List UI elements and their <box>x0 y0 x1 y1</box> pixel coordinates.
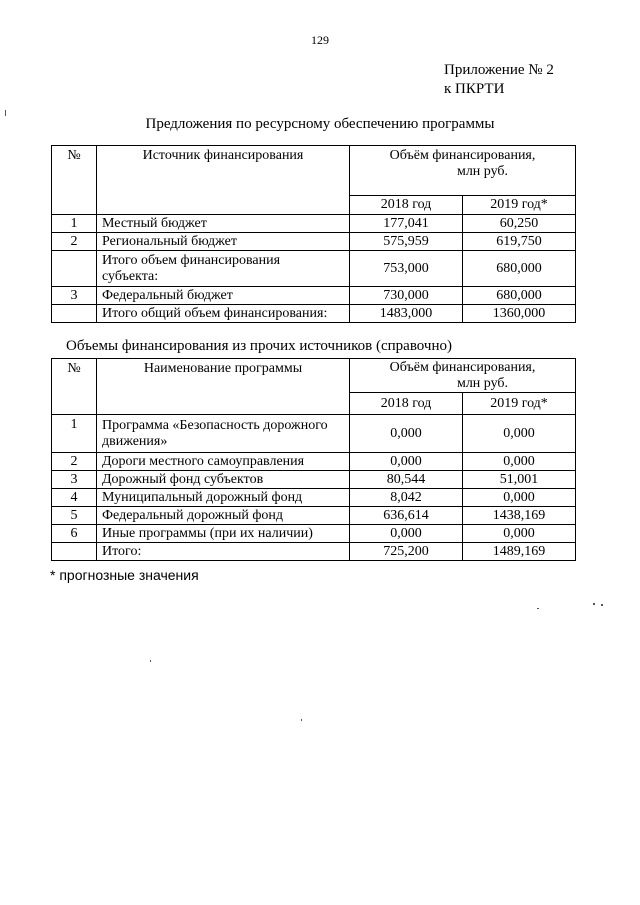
row-2019: 1360,000 <box>463 305 576 323</box>
other-sources-table <box>51 358 576 561</box>
row-name-line-2: движения» <box>102 433 168 449</box>
scan-speck <box>537 608 539 609</box>
scan-speck <box>593 603 595 605</box>
row-2018: 8,042 <box>350 489 463 507</box>
row-num <box>52 543 97 561</box>
table-row <box>52 215 576 233</box>
appendix-label <box>444 61 554 99</box>
header-volume <box>350 359 576 393</box>
row-2018: 725,200 <box>350 543 463 561</box>
header-source: Источник финансирования <box>97 146 350 215</box>
row-2018: 753,000 <box>350 251 463 287</box>
row-2019: 1489,169 <box>463 543 576 561</box>
header-2018: 2018 год <box>350 196 463 215</box>
row-num: 4 <box>52 489 97 507</box>
row-num: 2 <box>52 233 97 251</box>
row-num: 1 <box>52 215 97 233</box>
table-row <box>52 453 576 471</box>
table-row-total <box>52 305 576 323</box>
table-row <box>52 233 576 251</box>
table-header-row <box>52 359 576 393</box>
row-2019: 0,000 <box>463 489 576 507</box>
row-2018: 80,544 <box>350 471 463 489</box>
table-row <box>52 489 576 507</box>
row-name: Федеральный дорожный фонд <box>97 507 350 525</box>
row-name: Дороги местного самоуправления <box>97 453 350 471</box>
footnote: * прогнозные значения <box>50 567 199 583</box>
resource-table <box>51 145 576 323</box>
row-2019: 51,001 <box>463 471 576 489</box>
row-2018: 730,000 <box>350 287 463 305</box>
row-2019: 680,000 <box>463 251 576 287</box>
row-name: Региональный бюджет <box>97 233 350 251</box>
row-2019: 619,750 <box>463 233 576 251</box>
row-name: Дорожный фонд субъектов <box>97 471 350 489</box>
row-num: 5 <box>52 507 97 525</box>
row-2018: 0,000 <box>350 415 463 453</box>
row-name-line-1: Программа «Безопасность дорожного <box>102 417 328 433</box>
row-2018: 636,614 <box>350 507 463 525</box>
header-program: Наименование программы <box>97 359 350 415</box>
row-num: 2 <box>52 453 97 471</box>
header-2019: 2019 год* <box>463 196 576 215</box>
appendix-line-1: Приложение № 2 <box>444 62 554 78</box>
table-row <box>52 287 576 305</box>
row-name <box>97 251 350 287</box>
scan-speck <box>601 604 603 606</box>
table-row <box>52 507 576 525</box>
row-name: Муниципальный дорожный фонд <box>97 489 350 507</box>
header-2018: 2018 год <box>350 393 463 415</box>
row-2019: 1438,169 <box>463 507 576 525</box>
header-2019: 2019 год* <box>463 393 576 415</box>
row-num: 3 <box>52 287 97 305</box>
row-name: Местный бюджет <box>97 215 350 233</box>
table-row <box>52 525 576 543</box>
row-num <box>52 251 97 287</box>
header-volume-line-1: Объём финансирования, <box>389 360 536 375</box>
row-2019: 680,000 <box>463 287 576 305</box>
table1-title: Предложения по ресурсному обеспечению программы <box>145 116 495 132</box>
row-num: 1 <box>52 415 97 453</box>
row-2018: 0,000 <box>350 525 463 543</box>
header-num: № <box>52 146 97 215</box>
scan-speck <box>5 110 6 116</box>
header-volume-line-1: Объём финансирования, <box>389 148 536 163</box>
header-num: № <box>52 359 97 415</box>
row-2019: 60,250 <box>463 215 576 233</box>
table-row <box>52 415 576 453</box>
row-name <box>97 415 350 453</box>
row-name-line-2: субъекта: <box>102 268 159 284</box>
row-2019: 0,000 <box>463 525 576 543</box>
row-name-line-1: Итого объем финансирования <box>102 252 281 268</box>
table-row <box>52 471 576 489</box>
row-2018: 177,041 <box>350 215 463 233</box>
row-name: Федеральный бюджет <box>97 287 350 305</box>
row-name: Иные программы (при их наличии) <box>97 525 350 543</box>
page-number: 129 <box>311 33 329 47</box>
table-row <box>52 251 576 287</box>
row-name: Итого: <box>97 543 350 561</box>
scan-speck <box>301 719 302 721</box>
header-volume-line-2: млн руб. <box>456 376 509 391</box>
header-volume-line-2: млн руб. <box>456 164 509 179</box>
row-2019: 0,000 <box>463 453 576 471</box>
header-volume <box>350 146 576 196</box>
row-2018: 0,000 <box>350 453 463 471</box>
table2-title: Объемы финансирования из прочих источников (справочно) <box>66 338 452 354</box>
row-2019: 0,000 <box>463 415 576 453</box>
row-2018: 1483,000 <box>350 305 463 323</box>
appendix-line-2: к ПКРТИ <box>444 81 505 97</box>
row-2018: 575,959 <box>350 233 463 251</box>
row-name: Итого общий объем финансирования: <box>97 305 350 323</box>
table-header-row <box>52 146 576 196</box>
row-num <box>52 305 97 323</box>
scan-speck <box>150 660 151 662</box>
row-num: 3 <box>52 471 97 489</box>
row-num: 6 <box>52 525 97 543</box>
table-row-total <box>52 543 576 561</box>
